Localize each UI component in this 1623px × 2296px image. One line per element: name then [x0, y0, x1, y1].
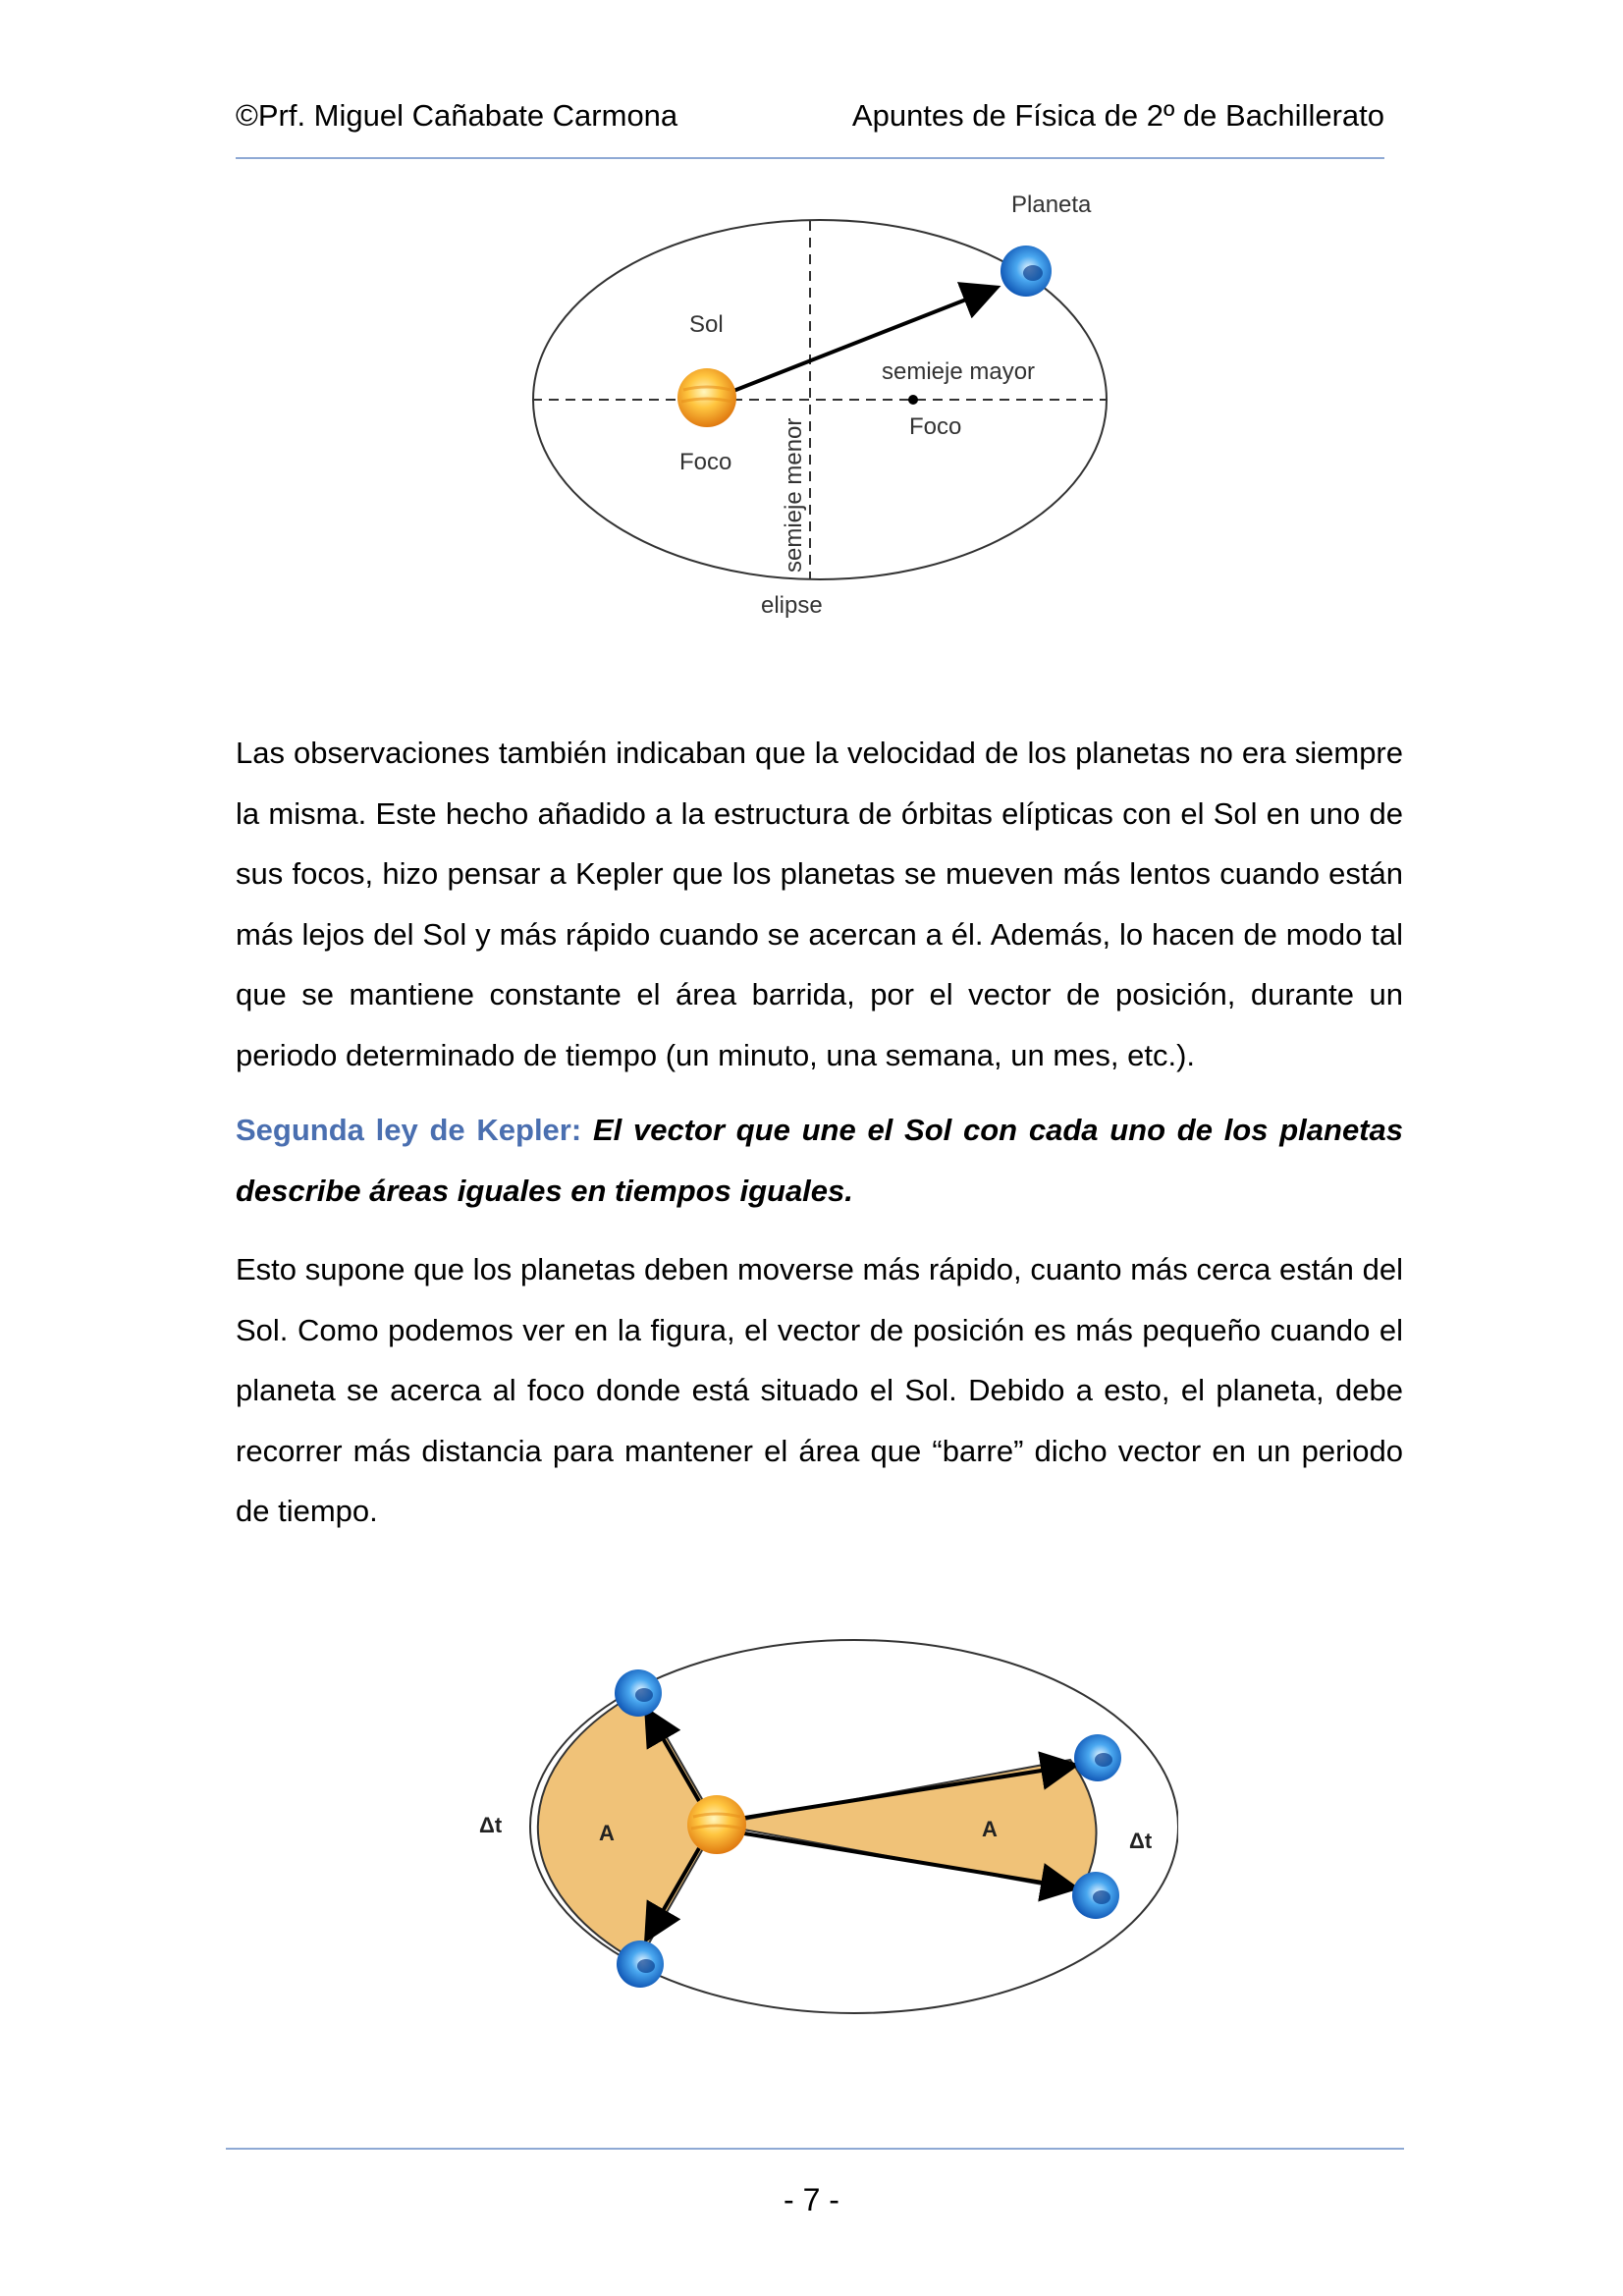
- planet-icon: [615, 1669, 662, 1717]
- ellipse-label: elipse: [761, 592, 823, 619]
- focus-label: Foco: [909, 413, 962, 440]
- paragraph-velocity: Las observaciones también indicaban que la velocidad de los planetas no era siempre la misma. Este hecho añadido a la estructura de órbitas elípticas con el Sol en uno de sus focos, hizo pensar a Kepler que los planetas se mueven más lentos cuando están más lejos del Sol y más rápido cuando se acercan a él. Además, lo hacen de modo tal que se mantiene constante el área barrida, por el vector de posición, durante un periodo determinado de tiempo (un minuto, una semana, un mes, etc.).: [236, 736, 1403, 1072]
- page-number: - 7 -: [784, 2182, 839, 2217]
- sun-icon: [677, 368, 736, 427]
- swept-area-right: [717, 1760, 1097, 1891]
- empty-focus-point: [908, 395, 918, 405]
- sun-icon: [687, 1795, 746, 1854]
- law-statement: El vector que une el Sol con cada uno de los planetas describe áreas iguales en tiempos iguales.: [236, 1113, 1403, 1208]
- page-header: [236, 98, 1384, 141]
- left-delta-t-label: Δt: [479, 1813, 503, 1837]
- semimajor-axis-label: semieje mayor: [882, 358, 1036, 385]
- kepler-second-law: [236, 1100, 1403, 1221]
- semiminor-axis-label: semieje menor: [781, 417, 807, 573]
- header-divider: [236, 157, 1384, 159]
- equal-areas-diagram: [471, 1630, 1178, 2033]
- right-delta-t-label: Δt: [1129, 1829, 1153, 1853]
- orbit-diagram: [511, 187, 1119, 638]
- planet-icon: [1072, 1872, 1119, 1919]
- planet-icon: [1074, 1734, 1121, 1781]
- planet-icon: [617, 1941, 664, 1988]
- right-area-label: A: [982, 1817, 998, 1841]
- sun-label: Sol: [689, 311, 724, 338]
- sun-focus-label: Foco: [679, 449, 732, 475]
- paragraph-explanation: Esto supone que los planetas deben moverse más rápido, cuanto más cerca están del Sol. Como podemos ver en la figura, el vector de posición es más pequeño cuando el planeta se acerca al foco donde está situado el Sol. Debido a esto, el planeta, debe recorrer más distancia para mantener el área que “barre” dicho vector en un periodo de tiempo.: [236, 1252, 1403, 1528]
- left-area-label: A: [599, 1821, 615, 1845]
- course-title: Apuntes de Física de 2º de Bachillerato: [851, 98, 1384, 133]
- planet-label: Planeta: [1011, 191, 1092, 218]
- law-label: Segunda ley de Kepler:: [236, 1113, 582, 1147]
- author-name: ©Prf. Miguel Cañabate Carmona: [236, 98, 678, 133]
- footer-divider: [226, 2148, 1404, 2150]
- planet-icon: [1001, 246, 1052, 297]
